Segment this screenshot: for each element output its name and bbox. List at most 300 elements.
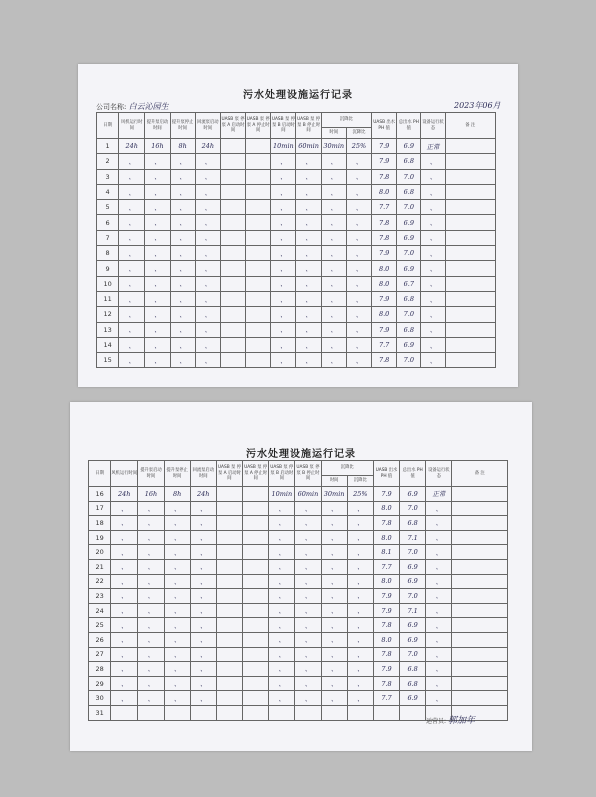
table-cell: [243, 501, 269, 516]
table-cell: 、: [119, 246, 145, 261]
table-cell: [220, 337, 245, 352]
table-cell: [216, 589, 242, 604]
table-cell: 、: [296, 337, 321, 352]
table-cell: [216, 501, 242, 516]
table-row: [89, 691, 508, 706]
table-cell: [269, 705, 295, 720]
table-cell: 24h: [119, 139, 145, 154]
table-cell: [164, 705, 190, 720]
table-cell: 、: [170, 337, 195, 352]
table-cell: 、: [346, 246, 371, 261]
row-date: 1: [97, 139, 119, 154]
table-cell: 、: [170, 200, 195, 215]
table-cell: 、: [426, 603, 452, 618]
table-cell: 7.0: [397, 169, 421, 184]
table-cell: 8.0: [372, 276, 397, 291]
column-header: 备 注: [445, 113, 495, 139]
table-cell: 、: [138, 662, 164, 677]
table-cell: 、: [321, 353, 346, 368]
table-cell: [220, 230, 245, 245]
table-cell: [452, 574, 508, 589]
table-cell: 、: [170, 353, 195, 368]
table-cell: [246, 246, 271, 261]
table-cell: 8.0: [372, 184, 397, 199]
table-cell: 、: [138, 647, 164, 662]
table-cell: [246, 154, 271, 169]
table-cell: 、: [426, 545, 452, 560]
table-cell: 、: [119, 322, 145, 337]
table-cell: [243, 545, 269, 560]
column-subheader: 时间: [321, 128, 346, 139]
table-cell: 、: [111, 589, 138, 604]
table-cell: 、: [321, 574, 347, 589]
table-cell: [445, 353, 495, 368]
table-cell: 7.8: [372, 169, 397, 184]
table-cell: 、: [271, 353, 296, 368]
table-cell: [246, 215, 271, 230]
table-cell: [220, 154, 245, 169]
table-cell: 8h: [164, 487, 190, 502]
row-date: 3: [97, 169, 119, 184]
table-cell: 、: [164, 545, 190, 560]
row-date: 29: [89, 676, 111, 691]
table-cell: 、: [296, 169, 321, 184]
header-settling-ratio: 沉降比: [321, 461, 373, 476]
table-cell: [246, 353, 271, 368]
row-date: 26: [89, 632, 111, 647]
row-date: 4: [97, 184, 119, 199]
table-cell: 60min: [296, 139, 321, 154]
table-cell: 、: [195, 169, 220, 184]
column-header: 备 注: [452, 461, 508, 487]
table-cell: [246, 200, 271, 215]
column-header: 日期: [97, 113, 119, 139]
table-cell: 、: [426, 691, 452, 706]
table-cell: 、: [119, 307, 145, 322]
column-header: 总出水 PH 值: [397, 113, 421, 139]
table-cell: 、: [321, 154, 346, 169]
row-date: 9: [97, 261, 119, 276]
table-cell: 、: [119, 200, 145, 215]
table-cell: 、: [111, 618, 138, 633]
table-cell: 、: [346, 200, 371, 215]
table-cell: 、: [421, 200, 445, 215]
table-cell: 、: [190, 662, 216, 677]
table-cell: 、: [321, 184, 346, 199]
table-cell: [445, 307, 495, 322]
table-cell: 、: [321, 169, 346, 184]
table-cell: 7.8: [372, 353, 397, 368]
table-cell: [452, 691, 508, 706]
column-header: 提升泵停止时间: [170, 113, 195, 139]
row-date: 12: [97, 307, 119, 322]
table-cell: 、: [164, 516, 190, 531]
table-cell: 、: [170, 184, 195, 199]
column-header: UASB 泵 停泵 A 启动时间: [220, 113, 245, 139]
table-cell: 、: [145, 230, 170, 245]
table-cell: 、: [190, 545, 216, 560]
column-header: 提升泵停止时间: [164, 461, 190, 487]
table-cell: [216, 691, 242, 706]
table-cell: 、: [296, 246, 321, 261]
table-cell: [220, 291, 245, 306]
table-cell: 、: [321, 589, 347, 604]
column-subheader: 时间: [321, 476, 347, 487]
table-cell: [246, 169, 271, 184]
table-row: [97, 184, 496, 199]
table-cell: 、: [421, 322, 445, 337]
table-cell: 10min: [271, 139, 296, 154]
table-cell: 7.0: [397, 307, 421, 322]
table-cell: [246, 261, 271, 276]
table-cell: 、: [321, 545, 347, 560]
table-cell: [220, 322, 245, 337]
table-cell: 、: [111, 574, 138, 589]
row-date: 11: [97, 291, 119, 306]
table-cell: 16h: [145, 139, 170, 154]
table-cell: 、: [426, 516, 452, 531]
table-cell: 、: [421, 291, 445, 306]
table-cell: [216, 545, 242, 560]
table-cell: 、: [346, 230, 371, 245]
table-cell: 、: [195, 200, 220, 215]
table-row: [97, 261, 496, 276]
table-cell: 、: [271, 261, 296, 276]
table-cell: [347, 705, 373, 720]
table-cell: 、: [190, 589, 216, 604]
table-cell: 、: [295, 618, 321, 633]
log-sheet-page-2: [70, 402, 532, 751]
table-cell: 、: [296, 200, 321, 215]
table-cell: [243, 530, 269, 545]
table-cell: 24h: [190, 487, 216, 502]
table-row: [89, 559, 508, 574]
table-cell: 8.0: [373, 632, 399, 647]
table-cell: 、: [170, 276, 195, 291]
table-cell: 、: [269, 516, 295, 531]
table-cell: 、: [190, 691, 216, 706]
table-cell: 、: [296, 353, 321, 368]
table-cell: [445, 337, 495, 352]
table-cell: 7.1: [400, 530, 426, 545]
column-header: UASB 泵 停泵 A 停止时间: [246, 113, 271, 139]
table-cell: [246, 276, 271, 291]
table-cell: 、: [145, 215, 170, 230]
table-cell: [452, 632, 508, 647]
table-cell: 8h: [170, 139, 195, 154]
table-cell: 、: [145, 353, 170, 368]
table-cell: 、: [321, 676, 347, 691]
table-cell: 、: [347, 545, 373, 560]
table-cell: 、: [195, 353, 220, 368]
table-cell: 、: [269, 676, 295, 691]
table-cell: 6.8: [397, 184, 421, 199]
row-date: 10: [97, 276, 119, 291]
table-cell: 、: [195, 215, 220, 230]
table-cell: 、: [295, 603, 321, 618]
table-cell: 、: [164, 501, 190, 516]
table-cell: [246, 291, 271, 306]
table-row: [89, 647, 508, 662]
column-header: UASB 泵 停泵 B 启动时间: [271, 113, 296, 139]
table-cell: 、: [295, 691, 321, 706]
table-cell: 24h: [111, 487, 138, 502]
table-cell: 、: [111, 632, 138, 647]
table-cell: [216, 632, 242, 647]
table-cell: [111, 705, 138, 720]
table-cell: 8.0: [373, 501, 399, 516]
table-cell: 7.9: [372, 139, 397, 154]
table-cell: 、: [269, 603, 295, 618]
table-cell: [216, 647, 242, 662]
table-cell: 8.1: [373, 545, 399, 560]
row-date: 2: [97, 154, 119, 169]
table-cell: 7.8: [372, 230, 397, 245]
signer-value: 郭加年: [447, 716, 475, 726]
column-header: UASB 泵 停泵 A 停止时间: [243, 461, 269, 487]
table-cell: 、: [321, 632, 347, 647]
table-cell: [452, 545, 508, 560]
row-date: 24: [89, 603, 111, 618]
table-cell: 7.7: [372, 200, 397, 215]
table-cell: [220, 261, 245, 276]
table-cell: 、: [271, 169, 296, 184]
table-cell: 6.9: [400, 487, 426, 502]
table-cell: 、: [321, 618, 347, 633]
table-cell: 、: [195, 337, 220, 352]
column-header: 风机运行时间: [111, 461, 138, 487]
table-cell: 、: [190, 676, 216, 691]
table-cell: 、: [164, 559, 190, 574]
table-cell: 、: [426, 647, 452, 662]
table-cell: 、: [296, 230, 321, 245]
table-cell: 、: [195, 246, 220, 261]
table-cell: 、: [421, 154, 445, 169]
table-cell: 、: [111, 603, 138, 618]
table-cell: 、: [426, 574, 452, 589]
table-cell: 、: [347, 501, 373, 516]
table-cell: 7.0: [397, 353, 421, 368]
row-date: 15: [97, 353, 119, 368]
table-cell: 、: [170, 169, 195, 184]
table-cell: [220, 307, 245, 322]
table-cell: 、: [421, 276, 445, 291]
table-cell: 7.8: [373, 647, 399, 662]
table-cell: 、: [426, 662, 452, 677]
table-cell: [243, 618, 269, 633]
column-header: 回流泵启动时间: [190, 461, 216, 487]
table-cell: 、: [138, 618, 164, 633]
table-row: [97, 215, 496, 230]
operator-signature: [426, 713, 475, 726]
table-cell: 、: [195, 261, 220, 276]
row-date: 17: [89, 501, 111, 516]
table-cell: [243, 676, 269, 691]
table-cell: [445, 276, 495, 291]
table-cell: [321, 705, 347, 720]
table-cell: [190, 705, 216, 720]
table-cell: 、: [346, 337, 371, 352]
table-cell: [216, 516, 242, 531]
table-cell: 6.8: [400, 676, 426, 691]
table-cell: 、: [295, 501, 321, 516]
column-header: UASB 泵 停泵 B 停止时间: [296, 113, 321, 139]
operation-log-table: [88, 460, 508, 721]
table-cell: [445, 215, 495, 230]
table-cell: [243, 516, 269, 531]
row-date: 28: [89, 662, 111, 677]
table-cell: 、: [321, 261, 346, 276]
row-date: 30: [89, 691, 111, 706]
table-cell: 、: [190, 603, 216, 618]
table-cell: 、: [138, 603, 164, 618]
table-row: [97, 307, 496, 322]
table-cell: 、: [195, 276, 220, 291]
table-cell: 6.9: [400, 691, 426, 706]
row-date: 7: [97, 230, 119, 245]
table-cell: 7.9: [373, 603, 399, 618]
signer-label: 运营员:: [426, 718, 447, 725]
table-cell: 、: [346, 184, 371, 199]
table-cell: [216, 559, 242, 574]
table-cell: [220, 215, 245, 230]
table-cell: [243, 632, 269, 647]
table-cell: 、: [269, 662, 295, 677]
table-cell: 7.8: [373, 618, 399, 633]
table-cell: 、: [119, 230, 145, 245]
table-cell: 正常: [426, 487, 452, 502]
column-subheader: 沉降比: [346, 128, 371, 139]
table-cell: 6.9: [400, 618, 426, 633]
table-cell: 、: [271, 322, 296, 337]
table-cell: 、: [164, 530, 190, 545]
table-cell: 、: [138, 574, 164, 589]
table-cell: 7.8: [373, 676, 399, 691]
table-cell: [220, 169, 245, 184]
table-cell: 、: [271, 215, 296, 230]
row-date: 13: [97, 322, 119, 337]
table-row: [89, 516, 508, 531]
table-row: [89, 589, 508, 604]
table-cell: 、: [119, 184, 145, 199]
table-cell: 、: [164, 662, 190, 677]
table-cell: 、: [296, 261, 321, 276]
table-cell: [220, 276, 245, 291]
row-date: 14: [97, 337, 119, 352]
table-cell: 、: [170, 246, 195, 261]
table-cell: 、: [346, 154, 371, 169]
table-cell: [138, 705, 164, 720]
table-cell: 6.8: [400, 662, 426, 677]
table-cell: 、: [145, 322, 170, 337]
table-cell: 7.0: [400, 647, 426, 662]
table-cell: 、: [269, 574, 295, 589]
table-cell: 、: [119, 261, 145, 276]
company-value: 白云沁园生: [128, 102, 169, 111]
table-cell: 、: [145, 276, 170, 291]
table-cell: 、: [321, 322, 346, 337]
table-cell: [445, 200, 495, 215]
table-cell: 、: [321, 291, 346, 306]
table-cell: [452, 618, 508, 633]
table-cell: 、: [190, 632, 216, 647]
table-row: [89, 632, 508, 647]
table-cell: [246, 230, 271, 245]
table-cell: [452, 662, 508, 677]
table-cell: 、: [195, 230, 220, 245]
column-header: UASB 出水 PH 值: [373, 461, 399, 487]
table-cell: 、: [321, 337, 346, 352]
table-cell: 、: [421, 215, 445, 230]
table-cell: 、: [295, 589, 321, 604]
table-cell: 、: [170, 291, 195, 306]
table-cell: 6.9: [397, 139, 421, 154]
table-cell: 、: [321, 215, 346, 230]
table-cell: 、: [295, 530, 321, 545]
table-cell: 6.9: [400, 632, 426, 647]
table-cell: 、: [145, 307, 170, 322]
table-cell: 、: [138, 530, 164, 545]
table-row: [97, 337, 496, 352]
table-row: [97, 139, 496, 154]
table-cell: 、: [295, 545, 321, 560]
sheet-title: 污水处理设施运行记录: [246, 449, 356, 460]
table-cell: 30min: [321, 487, 347, 502]
column-header: 设备运行状态: [426, 461, 452, 487]
table-cell: 16h: [138, 487, 164, 502]
header-settling-ratio: 沉降比: [321, 113, 371, 128]
table-cell: [452, 559, 508, 574]
table-cell: 、: [164, 647, 190, 662]
table-cell: 、: [269, 691, 295, 706]
table-cell: 、: [164, 603, 190, 618]
table-cell: 7.0: [400, 501, 426, 516]
table-cell: 25%: [346, 139, 371, 154]
table-cell: [220, 246, 245, 261]
table-cell: 、: [296, 307, 321, 322]
table-cell: 、: [145, 337, 170, 352]
table-row: [89, 574, 508, 589]
table-cell: 、: [296, 215, 321, 230]
table-cell: 、: [295, 662, 321, 677]
table-row: [89, 545, 508, 560]
table-cell: 、: [346, 307, 371, 322]
table-cell: 、: [269, 647, 295, 662]
row-date: 8: [97, 246, 119, 261]
table-cell: 、: [111, 691, 138, 706]
table-row: [97, 322, 496, 337]
table-cell: 7.7: [373, 691, 399, 706]
table-cell: 、: [164, 589, 190, 604]
log-sheet-page-1: [78, 64, 518, 387]
table-cell: 6.8: [397, 322, 421, 337]
table-cell: 7.9: [373, 662, 399, 677]
table-cell: 、: [321, 230, 346, 245]
table-cell: [220, 184, 245, 199]
row-date: 23: [89, 589, 111, 604]
table-cell: [452, 647, 508, 662]
record-month: 2023年06月: [454, 101, 501, 110]
table-cell: 、: [170, 230, 195, 245]
table-cell: 7.0: [397, 200, 421, 215]
table-cell: 、: [295, 516, 321, 531]
table-cell: [445, 246, 495, 261]
table-cell: 、: [145, 261, 170, 276]
table-cell: [243, 662, 269, 677]
table-cell: [216, 618, 242, 633]
table-cell: 、: [145, 200, 170, 215]
sheet-title: 污水处理设施运行记录: [243, 90, 353, 101]
